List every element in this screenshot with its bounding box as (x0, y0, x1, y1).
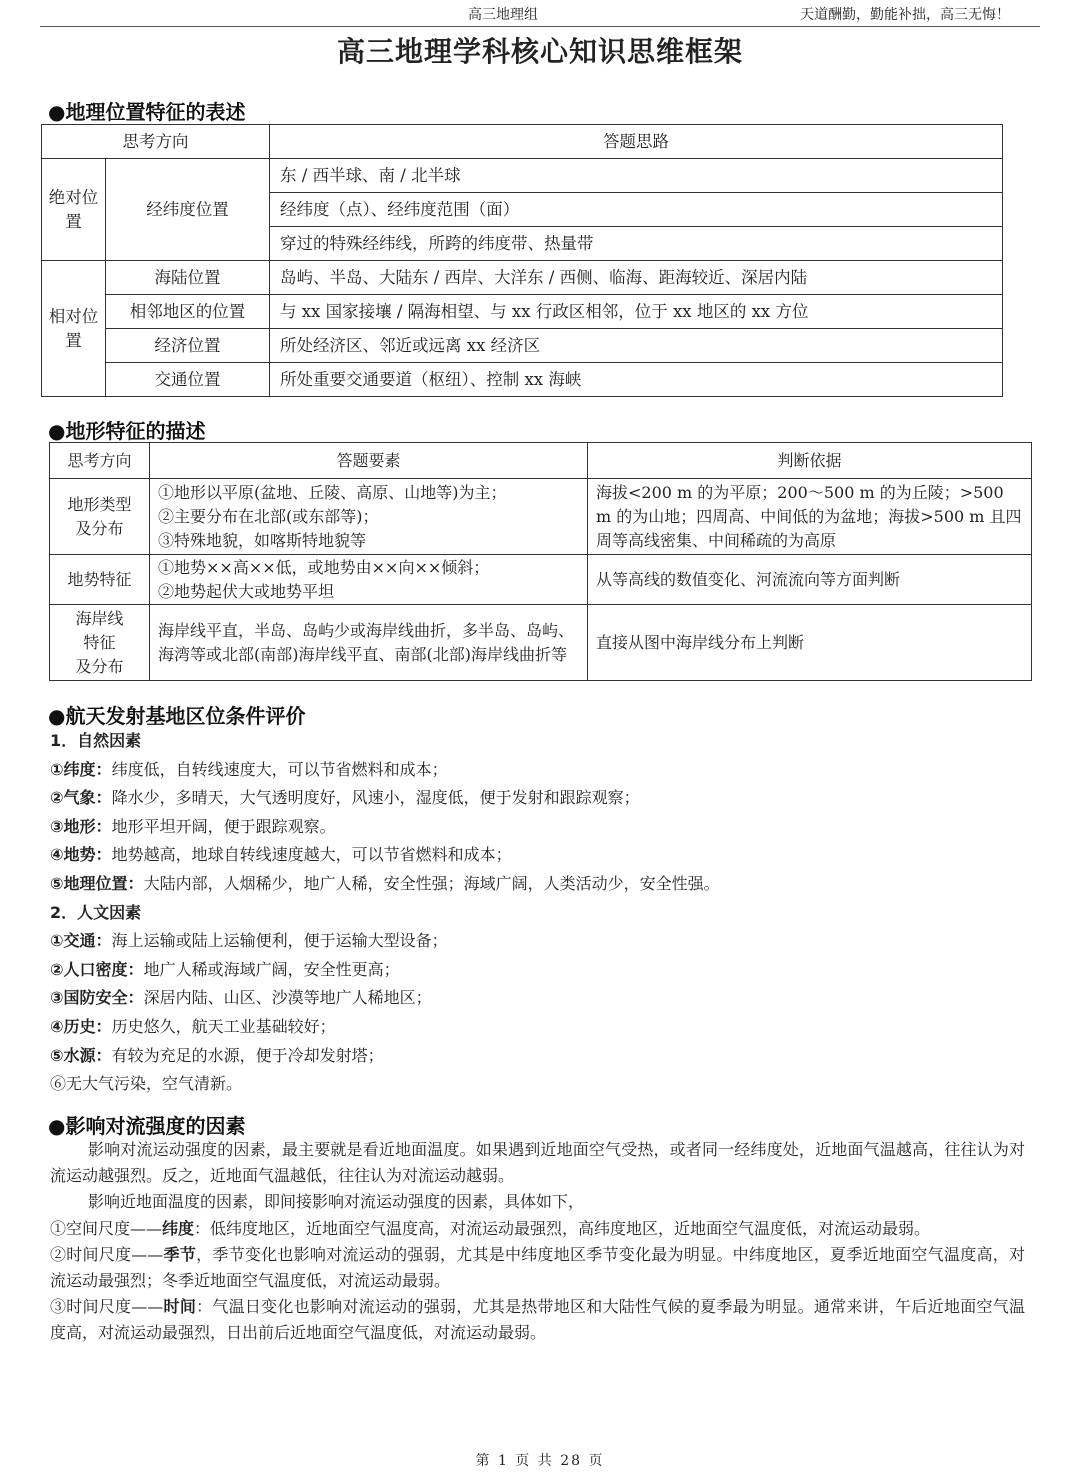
table-cell (50, 605, 150, 681)
table-cell: 经济位置 (106, 329, 270, 363)
table-cell: 交通位置 (106, 363, 270, 397)
item-key: ④地势： (50, 845, 112, 865)
item-key: 季节 (163, 1244, 197, 1264)
location-table (41, 124, 1003, 397)
table-cell: 相邻地区的位置 (106, 295, 270, 329)
list-item (50, 956, 1035, 985)
col-header-direction: 思考方向 (42, 125, 270, 159)
item-text: 地形平坦开阔，便于跟踪观察。 (111, 816, 336, 836)
item-text: ：低纬度地区，近地面空气温度高，对流运动最强烈，高纬度地区，近地面空气温度低，对流运动最弱。 (194, 1218, 931, 1238)
lat-lon-position-label: 经纬度位置 (106, 159, 270, 261)
subheading-human: 2．人文因素 (50, 902, 142, 922)
list-item (50, 784, 1035, 813)
item-text: 降水少，多晴天，大气透明度好，风速小，湿度低，便于发射和跟踪观察； (111, 788, 640, 808)
table-cell: 海拔<200 m 的为平原；200～500 m 的为丘陵；>500 m 的为山地；四周高、中间低的为盆地；海拔>500 m 且四周等高线密集、中间稀疏的为高原 (588, 479, 1032, 555)
table-cell (150, 555, 588, 605)
table-cell: 穿过的特殊经纬线，所跨的纬度带、热量带 (270, 227, 1003, 261)
table-cell (150, 479, 588, 555)
page-number: 第 1 页 共 28 页 (475, 1453, 605, 1469)
table-cell: 海岸线平直，半岛、岛屿少或海岸线曲折，多半岛、岛屿、海湾等或北部(南部)海岸线平直、南部(北部)海岸线曲折等 (150, 605, 588, 681)
section-heading-launch-site: ●航天发射基地区位条件评价 (48, 704, 306, 728)
item-text: 地势越高，地球自转线速度越大，可以节省燃料和成本； (111, 845, 512, 865)
paragraph (50, 1242, 1025, 1294)
item-text: 深居内陆、山区、沙漠等地广人稀地区； (143, 988, 432, 1008)
item-key: 纬度 (162, 1218, 195, 1238)
list-item (50, 1042, 1035, 1071)
paragraph: 影响近地面温度的因素，即间接影响对流运动强度的因素，具体如下， (88, 1192, 585, 1212)
table-cell: 地势特征 (50, 555, 150, 605)
list-item (50, 1070, 1035, 1099)
table-cell: 海陆位置 (106, 261, 270, 295)
paragraph (50, 1216, 1025, 1242)
item-key: ③国防安全： (50, 988, 144, 1008)
item-text: 纬度低，自转线速度大，可以节省燃料和成本； (111, 759, 448, 779)
table-cell: 与 xx 国家接壤 / 隔海相望、与 xx 行政区相邻，位于 xx 地区的 xx 方位 (270, 295, 1003, 329)
section-heading-terrain: ●地形特征的描述 (48, 419, 206, 443)
launch-site-factors (50, 727, 1035, 1099)
list-item (50, 841, 1035, 870)
list-item (50, 927, 1035, 956)
list-item (50, 1013, 1035, 1042)
convection-body (50, 1137, 1025, 1347)
cell-line: 及分布 (75, 518, 124, 538)
item-key: ④历史： (50, 1016, 112, 1036)
item-text: ⑥无大气污染，空气清新。 (50, 1074, 243, 1094)
item-key: 时间 (163, 1297, 197, 1317)
item-text: 大陆内部，人烟稀少，地广人稀，安全性强；海域广阔，人类活动少，安全性强。 (143, 873, 720, 893)
cell-line: ②地势起伏大或地势平坦 (158, 581, 335, 601)
list-item (50, 756, 1035, 785)
col-header-approach: 答题思路 (270, 125, 1003, 159)
page-header (40, 0, 1040, 27)
item-text: ：气温日变化也影响对流运动的强弱，尤其是热带地区和大陆性气候的夏季最为明显。通常来讲，午后近地面空气温度高，对流运动最强烈，日出前后近地面空气温度低，对流运动最弱。 (50, 1297, 1025, 1343)
item-text: 历史悠久，航天工业基础较好； (111, 1016, 336, 1036)
item-prefix: ③时间尺度—— (50, 1297, 164, 1317)
item-key: ⑤水源： (50, 1045, 112, 1065)
item-key: ⑤地理位置： (50, 873, 144, 893)
table-cell: 经纬度（点）、经纬度范围（面） (270, 193, 1003, 227)
absolute-position-label: 绝对位置 (42, 159, 106, 261)
item-text: 海上运输或陆上运输便利，便于运输大型设备； (111, 931, 448, 951)
table-cell: 所处经济区、邻近或远离 xx 经济区 (270, 329, 1003, 363)
relative-position-label: 相对位置 (42, 261, 106, 397)
cell-line: ①地势××高××低，或地势由××向××倾斜； (158, 557, 490, 577)
cell-line: ③特殊地貌，如喀斯特地貌等 (158, 530, 367, 550)
table-cell: 从等高线的数值变化、河流流向等方面判断 (588, 555, 1032, 605)
item-prefix: ①空间尺度—— (50, 1218, 163, 1238)
cell-line: 地形类型 (67, 494, 132, 514)
cell-line: 及分布 (75, 656, 124, 676)
list-item (50, 813, 1035, 842)
header-right: 天道酬勤，勤能补拙，高三无悔！ (800, 7, 1010, 23)
cell-line: 海岸线 (75, 608, 124, 628)
cell-line: ②主要分布在北部(或东部等)； (158, 506, 379, 526)
col-header-basis: 判断依据 (588, 443, 1032, 479)
col-header-elements: 答题要素 (150, 443, 588, 479)
table-cell: 直接从图中海岸线分布上判断 (588, 605, 1032, 681)
paragraph: 影响对流运动强度的因素，最主要就是看近地面温度。如果遇到近地面空气受热，或者同一经纬度处，近地面气温越高，往往认为对流运动越强烈。反之，近地面气温越低，往往认为对流运动越弱。 (50, 1140, 1025, 1186)
col-header-direction: 思考方向 (50, 443, 150, 479)
cell-line: 特征 (83, 632, 116, 652)
table-cell: 所处重要交通要道（枢纽）、控制 xx 海峡 (270, 363, 1003, 397)
section-heading-convection: ●影响对流强度的因素 (48, 1114, 246, 1138)
item-prefix: ②时间尺度—— (50, 1244, 164, 1264)
item-text: 地广人稀或海域广阔，安全性更高； (143, 959, 400, 979)
item-text: 有较为充足的水源，便于冷却发射塔； (111, 1045, 384, 1065)
table-cell (50, 479, 150, 555)
table-cell: 东 / 西半球、南 / 北半球 (270, 159, 1003, 193)
terrain-table (49, 442, 1032, 681)
item-text: ，季节变化也影响对流运动的强弱，尤其是中纬度地区季节变化最为明显。中纬度地区，夏季近地面空气温度高，对流运动最强烈；冬季近地面空气温度低，对流运动最弱。 (50, 1244, 1025, 1291)
table-cell: 岛屿、半岛、大陆东 / 西岸、大洋东 / 西侧、临海、距海较近、深居内陆 (270, 261, 1003, 295)
item-key: ③地形： (50, 816, 112, 836)
list-item (50, 870, 1035, 899)
page-title: 高三地理学科核心知识思维框架 (336, 35, 743, 68)
item-key: ②气象： (50, 788, 112, 808)
item-key: ①纬度： (50, 759, 112, 779)
section-heading-location: ●地理位置特征的表述 (48, 100, 246, 124)
item-key: ②人口密度： (50, 959, 144, 979)
list-item (50, 984, 1035, 1013)
item-key: ①交通： (50, 931, 112, 951)
paragraph (50, 1294, 1025, 1346)
subheading-natural: 1．自然因素 (50, 731, 142, 750)
header-left: 高三地理组 (468, 7, 538, 23)
cell-line: ①地形以平原(盆地、丘陵、高原、山地等)为主； (158, 482, 507, 502)
